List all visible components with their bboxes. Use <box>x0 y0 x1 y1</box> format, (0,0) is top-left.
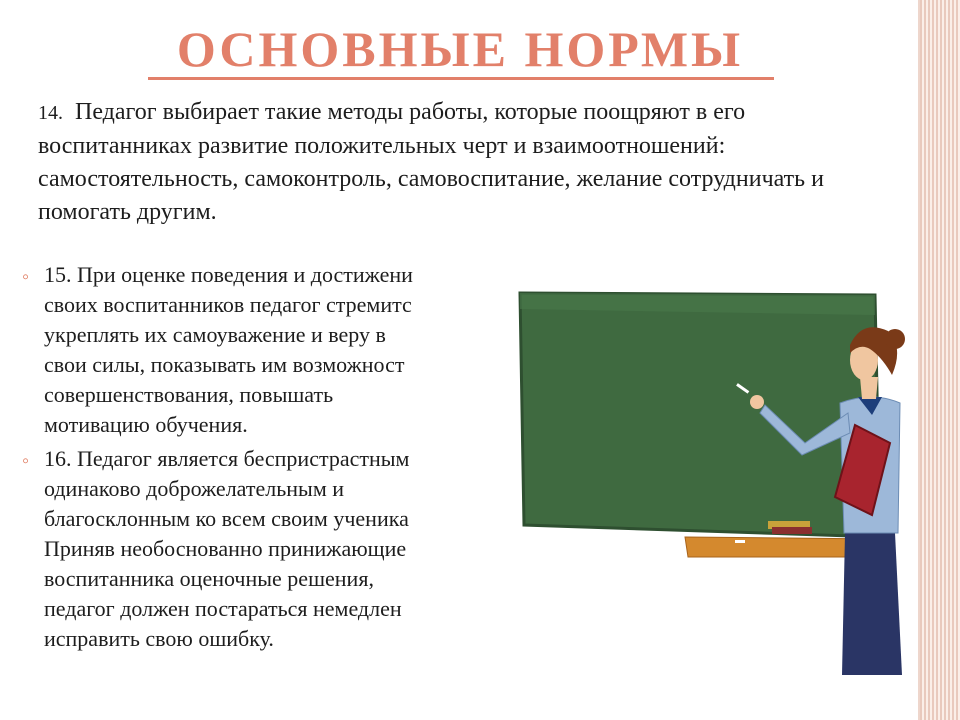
slide-decorative-border <box>920 0 960 720</box>
circle-bullet-icon: ◦ <box>22 450 30 472</box>
norm-14-text: Педагог выбирает такие методы работы, которые поощряют в его воспитанниках развитие положительных черт и взаимоотношений: самостоятельность, самоконтроль, самовоспитание, желание сотрудничать и помогать другим. <box>38 99 824 225</box>
bullet-item-15 <box>22 260 510 440</box>
bullet-line: совершенствования, повышать <box>44 382 334 407</box>
norm-14-number: 14. <box>38 102 63 124</box>
bullet-line: воспитанника оценочные решения, <box>44 566 374 591</box>
bullet-line: укреплять их самоуважение и веру в <box>44 322 386 347</box>
bullet-line: свои силы, показывать им возможност <box>44 352 405 377</box>
teacher-skirt <box>842 533 902 675</box>
bullet-line: Приняв необоснованно принижающие <box>44 536 407 561</box>
teacher-at-chalkboard-illustration <box>510 275 910 675</box>
bullet-line: исправить свою ошибку. <box>44 626 274 651</box>
chalkboard <box>520 293 880 537</box>
book-stack <box>772 527 812 534</box>
bullet-line: благосклонным ко всем своим ученика <box>44 506 409 531</box>
bullet-line: своих воспитанников педагог стремитс <box>44 292 412 317</box>
circle-bullet-icon: ◦ <box>22 266 30 288</box>
bullet-line: 16. Педагог является беспристрастным <box>44 446 410 471</box>
title-underline <box>148 77 774 80</box>
norm-14-paragraph <box>38 96 888 229</box>
bullet-list <box>22 260 510 670</box>
slide-title: ОСНОВНЫЕ НОРМЫ <box>176 21 744 77</box>
bullet-line: мотивацию обучения. <box>44 412 248 437</box>
bullet-line: педагог должен постараться немедлен <box>44 596 402 621</box>
teacher-neck <box>860 377 878 399</box>
bullet-line: одинаково доброжелательным и <box>44 476 345 501</box>
chalk-piece <box>735 540 745 543</box>
teacher-hair-bun <box>885 329 905 349</box>
teacher-hand <box>750 395 764 409</box>
bullet-line: 15. При оценке поведения и достижени <box>44 262 413 287</box>
bullet-item-16 <box>22 444 510 654</box>
